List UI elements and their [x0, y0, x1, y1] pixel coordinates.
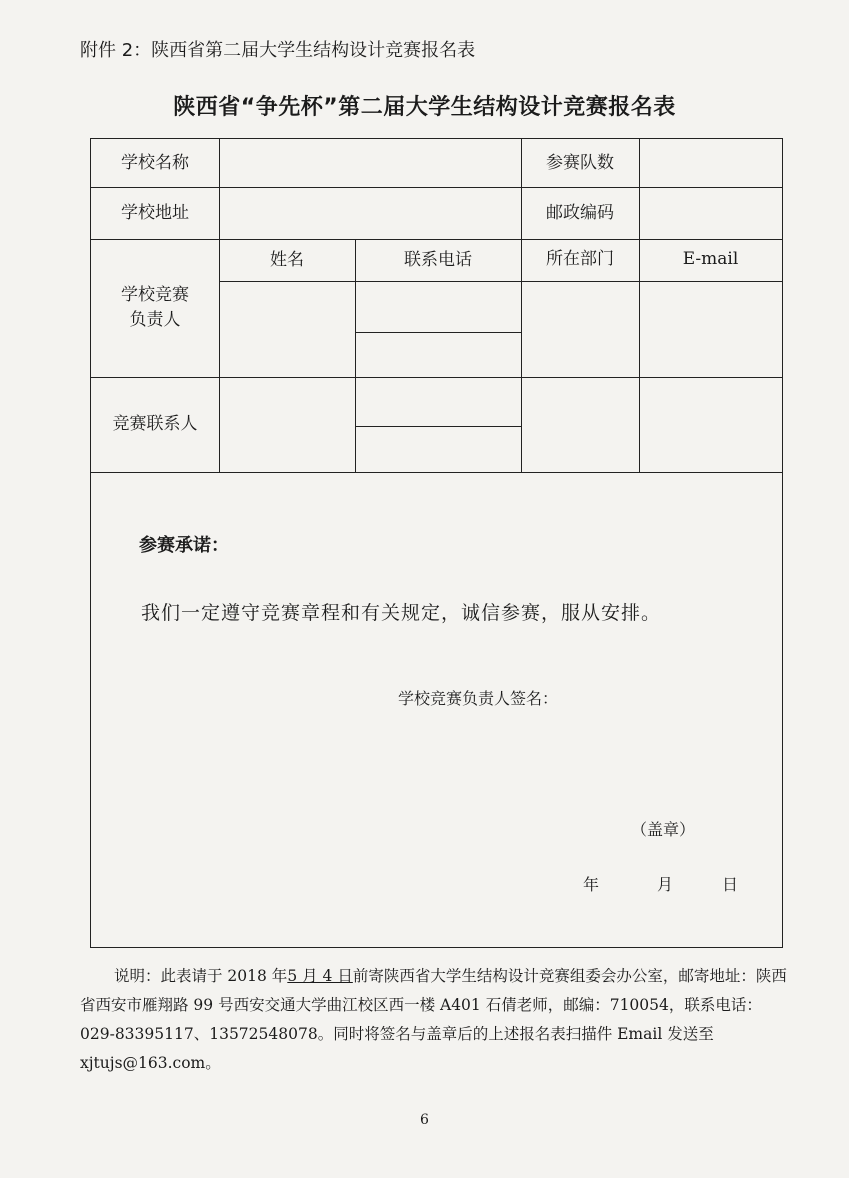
- column-header-name: 姓名: [270, 249, 304, 270]
- leader-email-field[interactable]: [641, 283, 782, 377]
- leader-department-field[interactable]: [523, 283, 639, 377]
- school-name-field[interactable]: [221, 139, 521, 187]
- team-count-field[interactable]: [641, 139, 782, 187]
- column-header-department: 所在部门: [546, 248, 614, 269]
- contact-email-field[interactable]: [641, 379, 782, 472]
- pledge-title: 参赛承诺：: [139, 535, 229, 556]
- contact-label: 竞赛联系人: [112, 414, 198, 435]
- team-count-label: 参赛队数: [546, 152, 614, 173]
- leader-name-field[interactable]: [221, 283, 355, 377]
- registration-form-table: [90, 138, 783, 948]
- leader-phone-field-2[interactable]: [357, 334, 521, 377]
- leader-label: 学校竞赛 负责人: [121, 285, 189, 330]
- note-text-1: 说明：此表请于 2018 年: [114, 967, 288, 985]
- seal-label: （盖章）: [631, 820, 696, 839]
- form-title: 陕西省“争先杯”第二届大学生结构设计竞赛报名表: [173, 95, 676, 120]
- contact-phone-field[interactable]: [357, 379, 521, 426]
- page-number: 6: [420, 1112, 429, 1128]
- school-name-label: 学校名称: [121, 152, 189, 173]
- signature-label: 学校竞赛负责人签名：: [398, 689, 559, 708]
- note-text-2: 前寄陕西省大学生结构设计竞赛组委会办公室，邮寄地址：陕西省西安市雁翔路 99 号西安交通大学曲江校区西一楼 A401 石倩老师，邮编：710054，联系电话：029-83395117、13572548078。同时将签名与盖章后的上述报名表扫描件 Email 发送至 xjtujs@163.com。: [80, 967, 787, 1072]
- contact-department-field[interactable]: [523, 379, 639, 472]
- column-header-phone: 联系电话: [404, 249, 472, 270]
- attachment-label: 附件 2：陕西省第二届大学生结构设计竞赛报名表: [80, 40, 476, 61]
- contact-name-field[interactable]: [221, 379, 355, 472]
- school-address-label: 学校地址: [121, 202, 189, 223]
- date-month-label: 月: [657, 875, 674, 894]
- date-year-label: 年: [583, 875, 600, 894]
- instructions-note: [80, 962, 792, 1078]
- leader-phone-field[interactable]: [357, 283, 521, 332]
- postcode-field[interactable]: [641, 187, 782, 239]
- column-header-email: E-mail: [682, 248, 739, 269]
- date-day-label: 日: [722, 875, 739, 894]
- contact-phone-field-2[interactable]: [357, 428, 521, 472]
- school-address-field[interactable]: [221, 187, 521, 239]
- deadline-date: 5 月 4 日: [287, 967, 353, 985]
- postcode-label: 邮政编码: [546, 202, 614, 223]
- pledge-text: 我们一定遵守竞赛章程和有关规定，诚信参赛，服从安排。: [141, 602, 662, 624]
- row-divider: [91, 472, 782, 473]
